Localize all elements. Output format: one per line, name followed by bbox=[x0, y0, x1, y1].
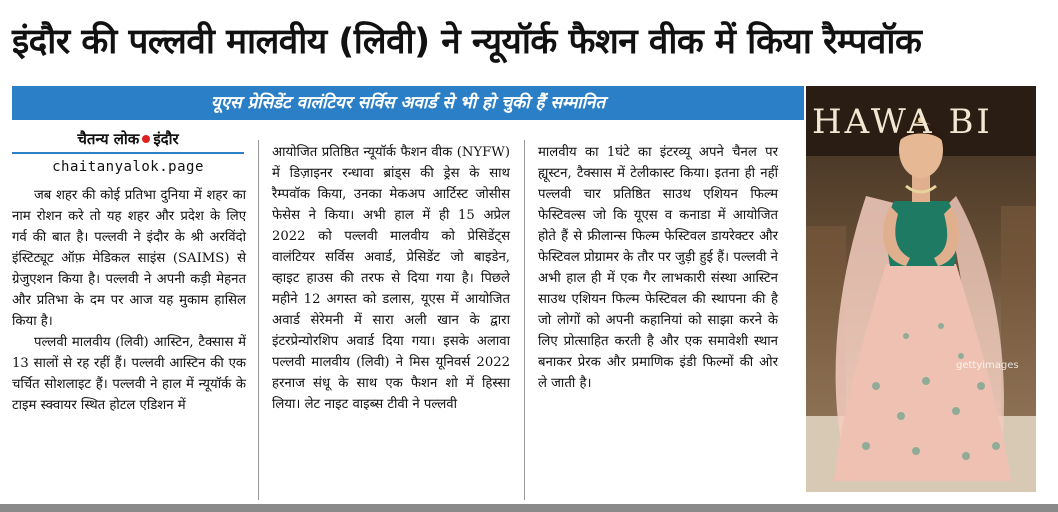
article-column-3 bbox=[538, 142, 778, 394]
photo-watermark: gettyimages bbox=[956, 360, 1019, 371]
column-divider-2 bbox=[524, 140, 525, 500]
byline-credit bbox=[12, 128, 244, 150]
column-3-paragraph: मालवीय का 1घंटे का इंटरव्यू अपने चैनल पर ह्यूस्टन, टैक्सास में टेलीकास्ट किया। इतना ही नहीं पल्लवी चार प्रतिष्ठित साउथ एशियन फिल्म फेस्टिवल्स जो कि यूएस व कनाडा में आयोजित होते हैं से फ्रीलान्स फिल्म फेस्टिवल डायरेक्टर और फेस्टिवल प्रोग्रामर के तौर पर जुड़ी हुई हैं। पल्लवी ने अभी हाल ही में एक गैर लाभकारी संस्था आस्टिन साउथ एशियन फिल्म फेस्टिवल की स्थापना की है जो लोगों को अपनी कहानियां को साझा करने के लिए प्रोत्साहित करती है और एक समावेशी स्थान बनाकर प्रेरक और प्रमाणिक इंडी फिल्मों की ओर ले जाती है। bbox=[538, 145, 778, 391]
bullet-dot-icon bbox=[142, 135, 150, 143]
byline-rule bbox=[12, 152, 244, 154]
column-1-paragraph-2: पल्लवी मालवीय (लिवी) आस्टिन, टैक्सास में 13 सालों से रह रहीं हैं। पल्लवी आस्टिन की एक चर्चित सोशलाइट हैं। पल्लवी ने हाल में न्यूयॉर्क के टाइम स्क्वायर स्थित होटल एडिशन में bbox=[12, 335, 246, 413]
byline-city: इंदौर bbox=[153, 130, 179, 148]
backdrop-panel-right bbox=[1001, 206, 1036, 426]
article-photo bbox=[806, 86, 1036, 492]
column-2-paragraph: आयोजित प्रतिष्ठित न्यूयॉर्क फैशन वीक (NYFW) में डिज़ाइनर रन्धावा ब्रांड्स की ड्रेस के साथ रैम्पवॉक किया, उनका मेकअप आर्टिस्ट जोसीस फेसेस ने किया। अभी हाल में ही 15 अप्रेल 2022 को पल्लवी मालवीय को प्रेसिडेंट्स वालंटियर सर्विस अवार्ड, प्रेसिडेंट जो बाइडेन, व्हाइट हाउस की तरफ से दिया गया है। पिछले महीने 12 अगस्त को डलास, यूएस में आयोजित अवार्ड सेरेमनी में सारा अली खान के द्वारा इंटरप्रेन्योरशिप अवार्ड दिया गया। इसके अलावा पल्लवी मालवीय (लिवी) ने मिस यूनिवर्स 2022 हरनाज संधू के साथ एक फैशन शो में हिस्सा लिया। लेट नाइट वाइब्स टीवी ने पल्लवी bbox=[272, 145, 510, 412]
headline: इंदौर की पल्लवी मालवीय (लिवी) ने न्यूयॉर्क फैशन वीक में किया रैम्पवॉक bbox=[12, 22, 922, 62]
byline bbox=[12, 128, 244, 177]
column-1-paragraph-1: जब शहर की कोई प्रतिभा दुनिया में शहर का नाम रोशन करे तो यह शहर और प्रदेश के लिए गर्व की बात है। पल्लवी ने इंदौर के श्री अरविंदो इंस्टिट्यूट ऑफ़ मेडिकल साइंस (SAIMS) से ग्रेजुएशन किया है। पल्लवी ने अपनी कड़ी मेहनत और प्रतिभा के दम पर आज यह मुकाम हासिल किया है। bbox=[12, 188, 246, 329]
subheadline-banner: यूएस प्रेसिडेंट वालंटियर सर्विस अवार्ड से भी हो चुकी हैं सम्मानित bbox=[12, 86, 804, 120]
article-column-1 bbox=[12, 185, 246, 416]
byline-author: चैतन्य लोक bbox=[77, 130, 140, 148]
page-bottom-strip bbox=[0, 504, 1058, 512]
neck bbox=[912, 174, 930, 202]
article-column-2 bbox=[272, 142, 510, 415]
photo-backdrop-text: HAWA BI bbox=[812, 102, 993, 142]
runway-model-illustration bbox=[806, 86, 1036, 492]
column-divider-1 bbox=[258, 140, 259, 500]
byline-website[interactable]: chaitanyalok.page bbox=[52, 159, 204, 175]
